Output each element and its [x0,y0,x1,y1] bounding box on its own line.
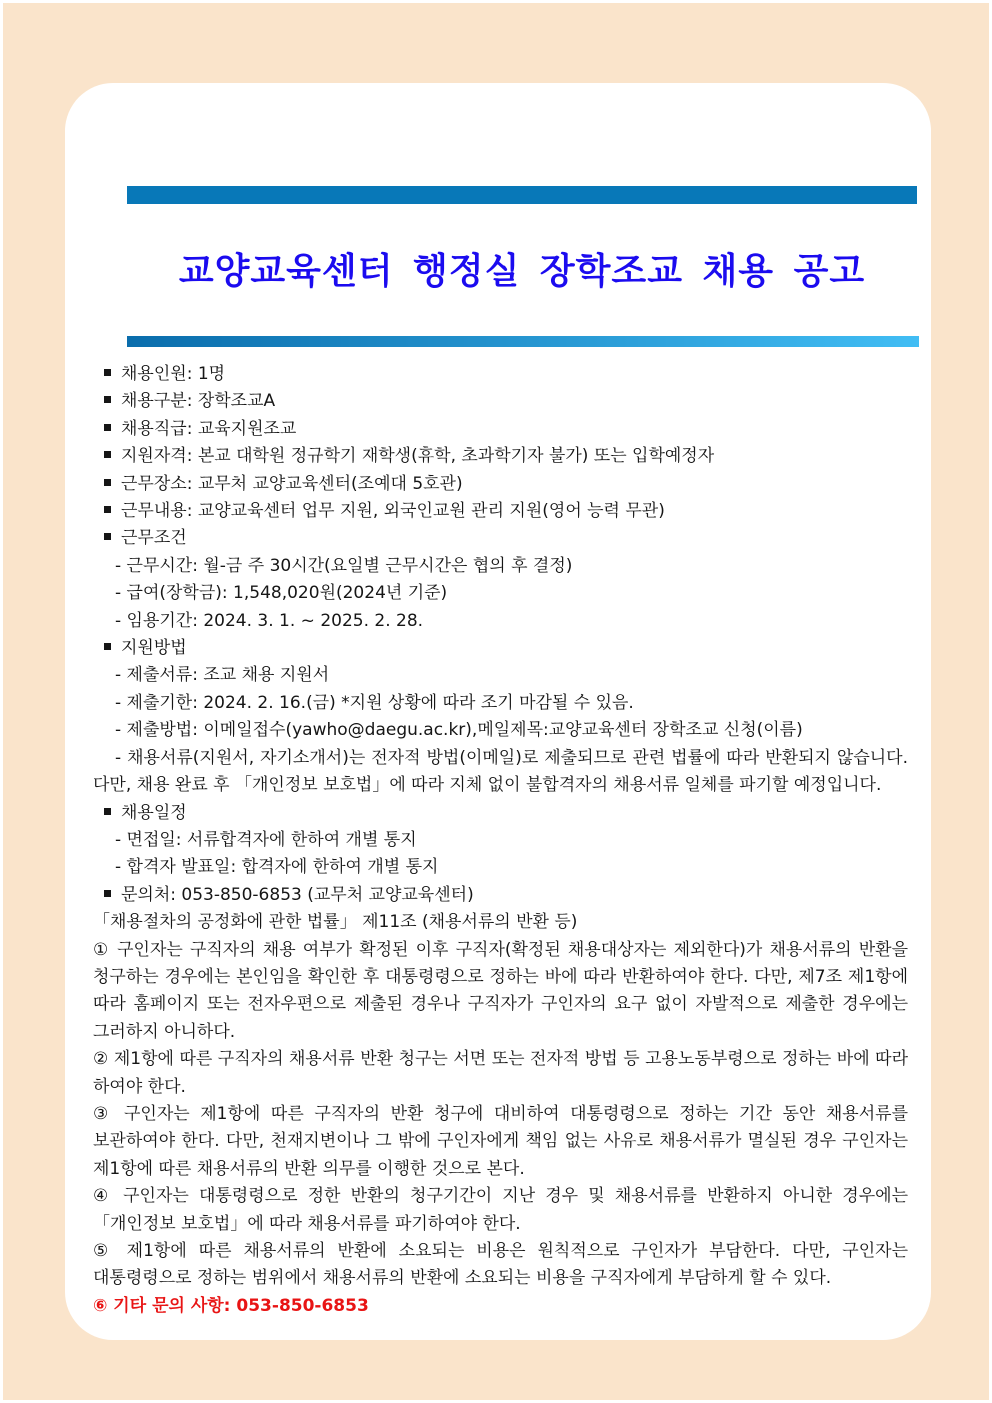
title-area [127,246,917,298]
page-background [3,3,989,1400]
bullet-square-icon [104,369,111,376]
item-interview-date: - 면접일: 서류합격자에 한하여 개별 통지 [115,829,417,850]
item-schedule-header: 채용일정 [93,800,908,827]
bullet-square-icon [104,424,111,431]
item-deadline: - 제출기한: 2024. 2. 16.(금) *지원 상황에 따라 조기 마감될 수 있음. [115,692,634,713]
item-work-place: 근무장소: 교무처 교양교육센터(조예대 5호관) [93,471,908,498]
legal-clause-3: ③ 구인자는 제1항에 따른 구직자의 반환 청구에 대비하여 대통령령으로 정하는 기간 동안 채용서류를 보관하여야 한다. 다만, 천재지변이나 그 밖에 구인자에게 책임 없는 사유로 채용서류가 멸실된 경우 구인자는 제1항에 따른 채용서류의 반환 의무를 이행한 것으로 본다. [93,1103,908,1179]
top-accent-bar [127,186,917,204]
legal-clause-4: ④ 구인자는 대통령령으로 정한 반환의 청구기간이 지난 경우 및 채용서류를 반환하지 아니한 경우에는 「개인정보 보호법」에 따라 채용서류를 파기하여야 한다. [93,1186,908,1234]
item-submission-method: - 제출방법: 이메일접수(yawho@daegu.ac.kr),메일제목:교양교육센터 장학조교 신청(이름) [115,720,803,741]
item-document-return-note: - 채용서류(지원서, 자기소개서)는 전자적 방법(이메일)로 제출되므로 관련 법률에 따라 반환되지 않습니다. 다만, 채용 완료 후 「개인정보 보호법」에 따라 지체 없이 불합격자의 채용서류 일체를 파기할 예정입니다. [93,747,908,796]
document-body [93,361,908,1320]
legal-clause-5: ⑤ 제1항에 따른 채용서류의 반환에 소요되는 비용은 원칙적으로 구인자가 부담한다. 다만, 구인자는 대통령령으로 정하는 범위에서 채용서류의 반환에 소요되는 비용을 구직자에게 부담하게 할 수 있다. [93,1241,908,1289]
legal-clause-6-contact: ⑥ 기타 문의 사항: 053-850-6853 [93,1295,369,1316]
bullet-square-icon [104,533,111,540]
item-eligibility: 지원자격: 본교 대학원 정규학기 재학생(휴학, 초과학기자 불가) 또는 입학예정자 [93,443,908,470]
item-work-hours: - 근무시간: 월-금 주 30시간(요일별 근무시간은 협의 후 결정) [115,555,573,576]
item-appointment-period: - 임용기간: 2024. 3. 1. ~ 2025. 2. 28. [115,610,424,631]
bullet-square-icon [104,396,111,403]
bullet-square-icon [104,808,111,815]
legal-clause-1: ① 구인자는 구직자의 채용 여부가 확정된 이후 구직자(확정된 채용대상자는 제외한다)가 채용서류의 반환을 청구하는 경우에는 본인임을 확인한 후 대통령령으로 정하는 바에 따라 반환하여야 한다. 다만, 제7조 제1항에 따라 홈페이지 또는 전자우편으로 제출된 경우나 구직자가 구인자의 요구 없이 자발적으로 제출한 경우에는 그러하지 아니하다. [93,939,908,1042]
item-salary: - 급여(장학금): 1,548,020원(2024년 기준) [115,583,448,604]
item-recruit-count: 채용인원: 1명 [93,361,908,388]
bullet-square-icon [104,890,111,897]
item-required-documents: - 제출서류: 조교 채용 지원서 [115,665,330,686]
document-card [65,83,931,1340]
item-application-method-header: 지원방법 [93,635,908,662]
legal-law-title: 「채용절차의 공정화에 관한 법률」 제11조 (채용서류의 반환 등) [93,912,578,933]
page-title: 교양교육센터 행정실 장학조교 채용 공고 [178,251,866,292]
bullet-square-icon [104,643,111,650]
bullet-square-icon [104,479,111,486]
item-recruit-type: 채용구분: 장학조교A [93,388,908,415]
item-work-conditions-header: 근무조건 [93,525,908,552]
item-announcement-date: - 합격자 발표일: 합격자에 한하여 개별 통지 [115,857,439,878]
bullet-square-icon [104,506,111,513]
gradient-accent-bar [127,336,919,347]
bullet-square-icon [104,451,111,458]
legal-clause-2: ② 제1항에 따른 구직자의 채용서류 반환 청구는 서면 또는 전자적 방법 등 고용노동부령으로 정하는 바에 따라 하여야 한다. [93,1049,908,1097]
item-recruit-grade: 채용직급: 교육지원조교 [93,416,908,443]
item-work-duties: 근무내용: 교양교육센터 업무 지원, 외국인교원 관리 지원(영어 능력 무관) [93,498,908,525]
item-contact: 문의처: 053-850-6853 (교무처 교양교육센터) [93,882,908,909]
